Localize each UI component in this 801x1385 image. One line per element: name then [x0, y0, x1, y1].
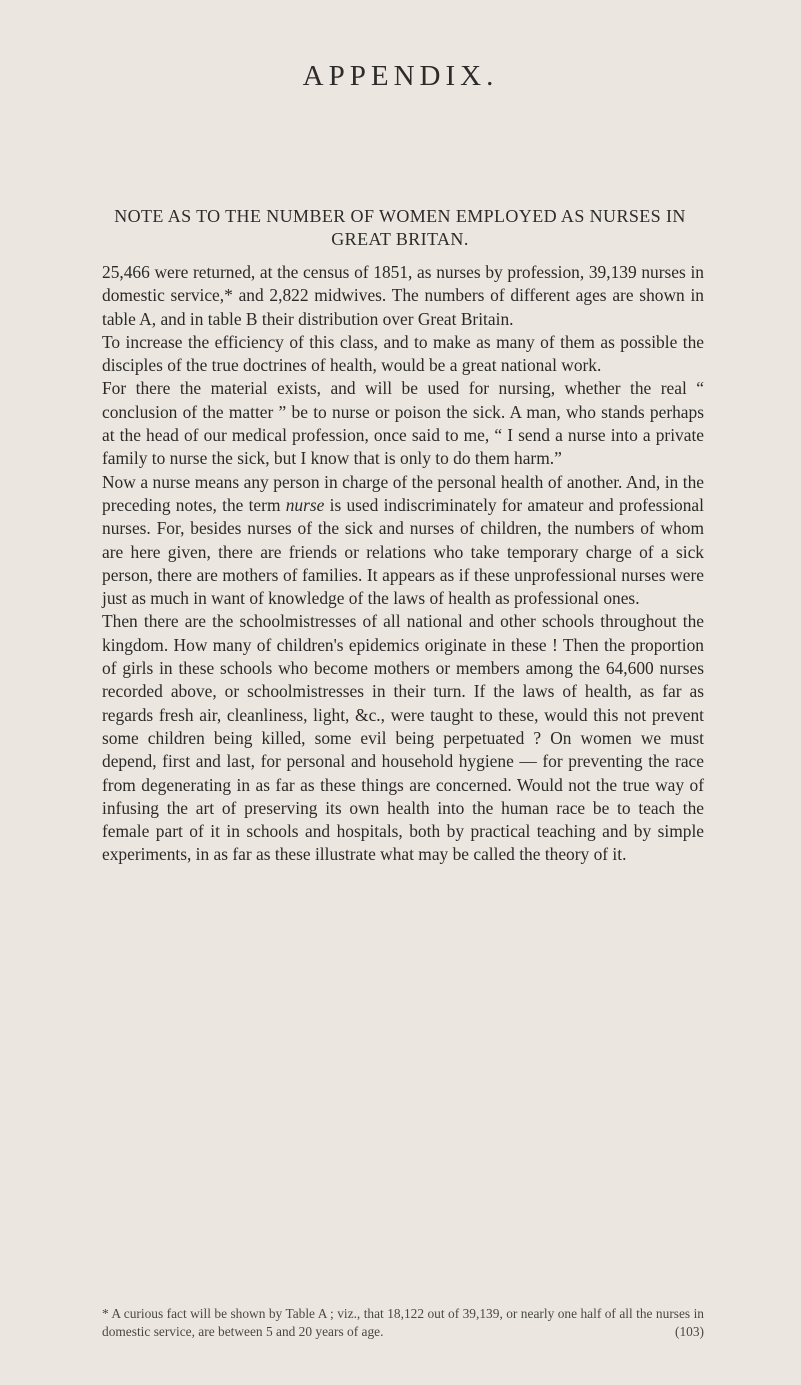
footnote-text: * A curious fact will be shown by Table A ; viz., that 18,122 out of 39,139, or nearly one half of all the nurses in domestic service, are between 5 and 20 years of age. [102, 1306, 704, 1339]
emphasis-nurse: nurse [285, 494, 325, 515]
paragraph-census: 25,466 were returned, at the census of 1851, as nurses by profession, 39,139 nurses in domestic service,* and 2,822 midwives. The numbers of different ages are shown in table A, and in table B their distribution over Great Britain. [102, 262, 704, 329]
paragraph-nurse-definition [102, 471, 704, 611]
paragraph-material: For there the material exists, and will be used for nursing, whether the real “ conclusion of the matter ” be to nurse or poison the sick. A man, who stands perhaps at the head of our medical profession, once said to me, “ I send a nurse into a private family to nurse the sick, but I know that is only to do them harm.” [102, 378, 704, 469]
footnote [102, 1305, 704, 1341]
paragraph-efficiency: To increase the efficiency of this class, and to make as many of them as possible the disciples of the true doctrines of health, would be a great national work. [102, 331, 704, 376]
paragraph-nurse-definition-end: is used indiscriminately for amateur and professional nurses. For, besides nurses of the sick and nurses of children, the numbers of whom are here given, there are friends or relations who take temporary charge of a sick person, there are mothers of families. It appears as if these unprofessional nurses were just as much in want of knowledge of the laws of health as professional ones. [102, 494, 704, 609]
note-subheading: NOTE AS TO THE NUMBER OF WOMEN EMPLOYED AS NURSES IN GREAT BRITAN. [114, 206, 686, 249]
body-text [102, 261, 704, 867]
paragraph-schoolmistresses: Then there are the schoolmistresses of all national and other schools throughout the kingdom. How many of children's epidemics originate in these ! Then the proportion of girls in these schools who become mothers or members among the 64,600 nurses recorded above, or schoolmistresses in their turn. If the laws of health, as far as regards fresh air, cleanliness, light, &c., were taught to these, would this not prevent some children being killed, some evil being perpetuated ? On women we must depend, first and last, for personal and household hygiene — for preventing the race from degenerating in as far as these things are concerned. Would not the true way of infusing the art of preserving its own health into the human race be to teach the female part of it in schools and hospitals, both by practical teaching and by simple experiments, in as far as these illustrate what may be called the theory of it. [102, 611, 704, 865]
appendix-heading: APPENDIX. [302, 60, 499, 92]
page-number: (103) [674, 1324, 704, 1339]
paragraph-nurse-definition-start: Now a nurse means any person in charge of the personal health of another. And, in the preceding notes, the term [102, 471, 704, 515]
